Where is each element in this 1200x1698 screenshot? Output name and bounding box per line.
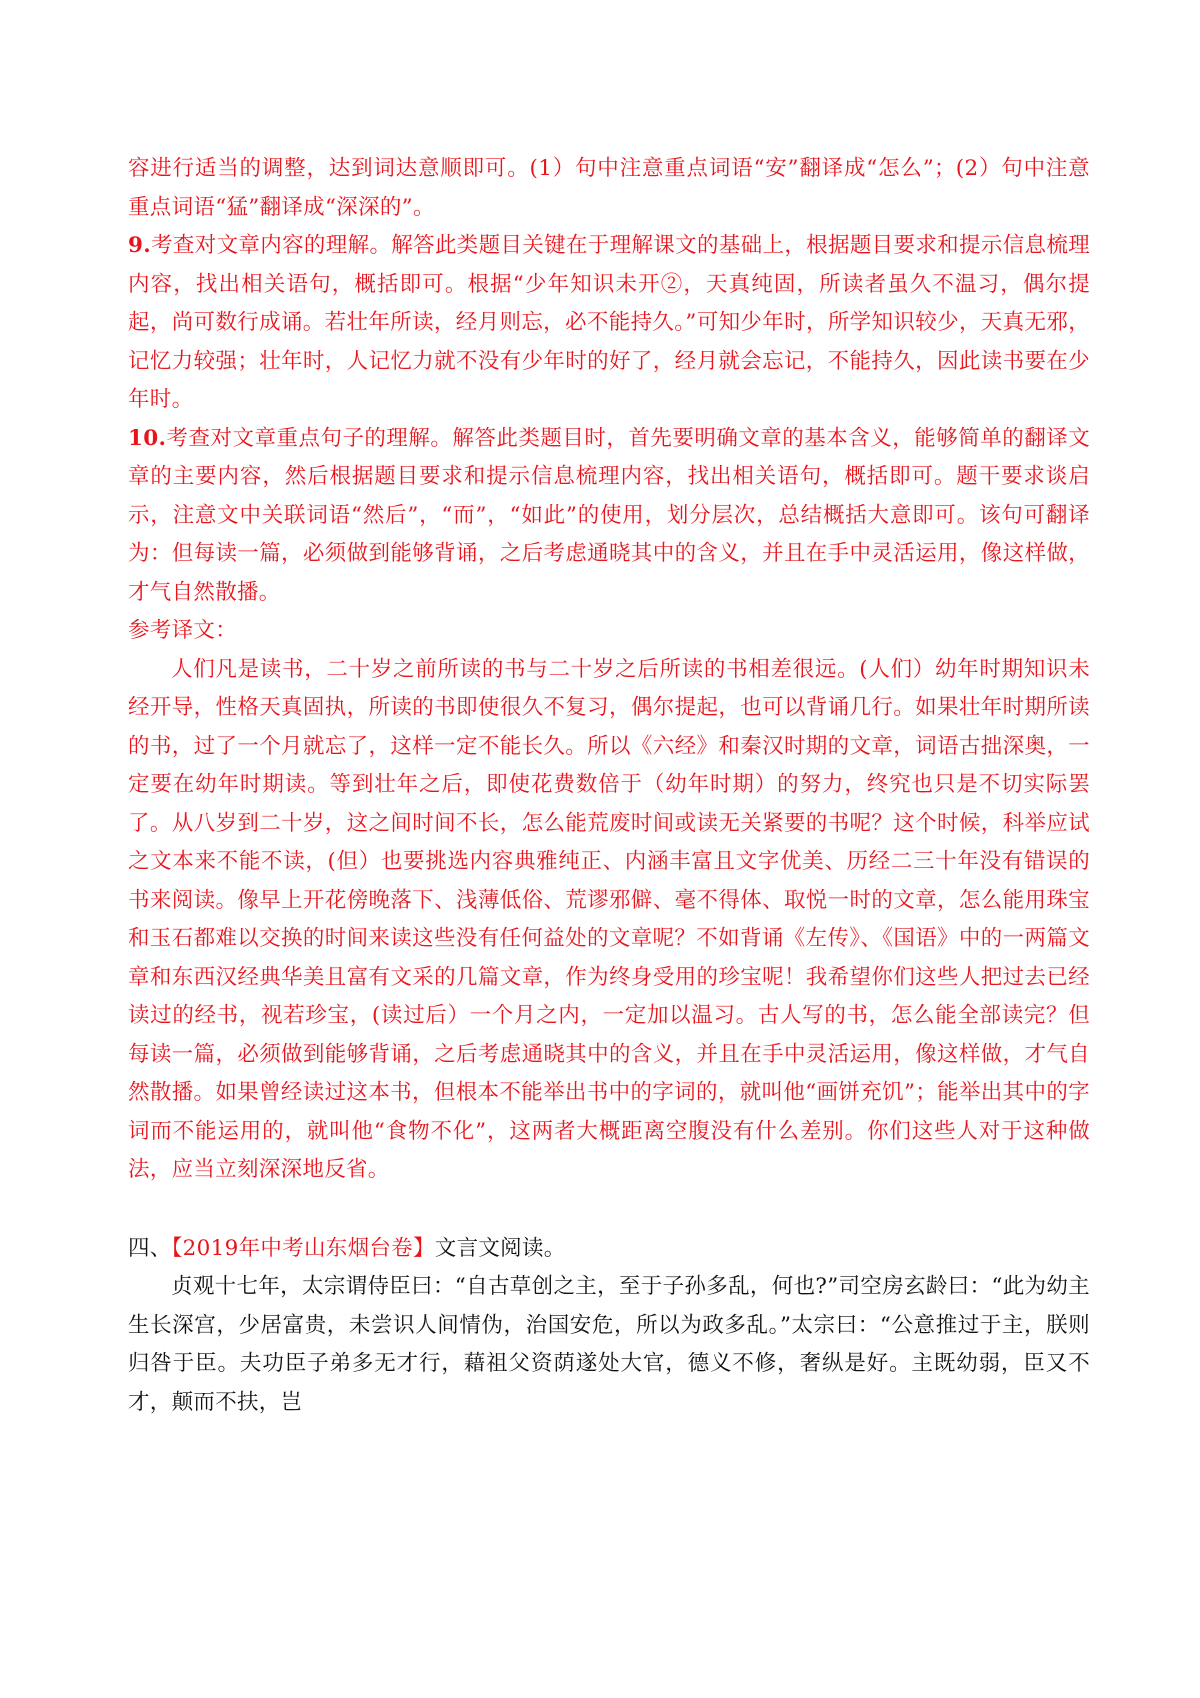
reference-translation: 人们凡是读书，二十岁之前所读的书与二十岁之后所读的书相差很远。(人们）幼年时期知识未经开导，性格天真固执，所读的书即使很久不复习，偶尔提起，也可以背诵几行。如果壮年时期所读的书，过了一个月就忘了，这样一定不能长久。所以《六经》和秦汉时期的文章，词语古拙深奥，一定要在幼年时期读。等到壮年之后，即使花费数倍于（幼年时期）的努力，终究也只是不切实际罢了。从八岁到二十岁，这之间时间不长，怎么能荒废时间或读无关紧要的书呢？这个时候，科举应试之文本来不能不读，(但）也要挑选内容典雅纯正、内涵丰富且文字优美、历经二三十年没有错误的书来阅读。像早上开花傍晚落下、浅薄低俗、荒谬邪僻、毫不得体、取悦一时的文章，怎么能用珠宝和玉石都难以交换的时间来读这些没有任何益处的文章呢？不如背诵《左传》、《国语》中的一两篇文章和东西汉经典华美且富有文采的几篇文章，作为终身受用的珍宝呢！我希望你们这些人把过去已经读过的经书，视若珍宝，(读过后）一个月之内，一定加以温习。古人写的书，怎么能全部读完？但每读一篇，必须做到能够背诵，之后考虑通晓其中的含义，并且在手中灵活运用，像这样做，才气自然散播。如果曾经读过这本书，但根本不能举出书中的字词的，就叫他“画饼充饥”；能举出其中的字词而不能运用的，就叫他“食物不化”，这两者大概距离空腹没有什么差别。你们这些人对于这种做法，应当立刻深深地反省。 xyxy=(128,656,1090,1182)
analysis-q9 xyxy=(128,227,1090,420)
classical-passage: 贞观十七年，太宗谓侍臣曰：“自古草创之主，至于子孙多乱，何也?”司空房玄龄曰：“此为幼主生长深宫，少居富贵，未尝识人间情伪，治国安危，所以为政多乱。”太宗曰：“公意推过于主，朕则归咎于臣。夫功臣子弟多无才行，藉祖父资荫遂处大官，德义不修，奢纵是好。主既幼弱，臣又不才，颠而不扶，岂 xyxy=(128,1274,1090,1415)
section4-heading xyxy=(128,1230,1090,1269)
page-content xyxy=(128,150,1090,1422)
analysis-q10 xyxy=(128,420,1090,613)
section4-prefix: 四、 xyxy=(128,1235,172,1261)
analysis-q8-continuation: 容进行适当的调整，达到词达意顺即可。(1）句中注意重点词语“安”翻译成“怎么”；(2）句中注意重点词语“猛”翻译成“深深的”。 xyxy=(128,156,1090,220)
section-spacer xyxy=(128,1190,1090,1230)
q10-number: 10. xyxy=(128,425,167,451)
reference-translation-label: 参考译文： xyxy=(128,618,238,643)
section4-suffix: 文言文阅读。 xyxy=(434,1235,566,1261)
section4-source: 【2019年中考山东烟台卷】 xyxy=(171,1235,435,1261)
q9-number: 9. xyxy=(128,233,152,258)
q9-text: 考查对文章内容的理解。解答此类题目关键在于理解课文的基础上，根据题目要求和提示信息梳理内容，找出相关语句，概括即可。根据“少年知识未开②，天真纯固，所读者虽久不温习，偶尔提起，尚可数行成诵。若壮年所读，经月则忘，必不能持久。”可知少年时，所学知识较少，天真无邪，记忆力较强；壮年时，人记忆力就不没有少年时的好了，经月就会忘记，不能持久，因此读书要在少年时。 xyxy=(128,233,1090,412)
q10-text: 考查对文章重点句子的理解。解答此类题目时，首先要明确文章的基本含义，能够简单的翻译文章的主要内容，然后根据题目要求和提示信息梳理内容，找出相关语句，概括即可。题干要求谈启示，注意文中关联词语“然后”，“而”，“如此”的使用，划分层次，总结概括大意即可。该句可翻译为：但每读一篇，必须做到能够背诵，之后考虑通晓其中的含义，并且在手中灵活运用，像这样做，才气自然散播。 xyxy=(128,425,1090,605)
